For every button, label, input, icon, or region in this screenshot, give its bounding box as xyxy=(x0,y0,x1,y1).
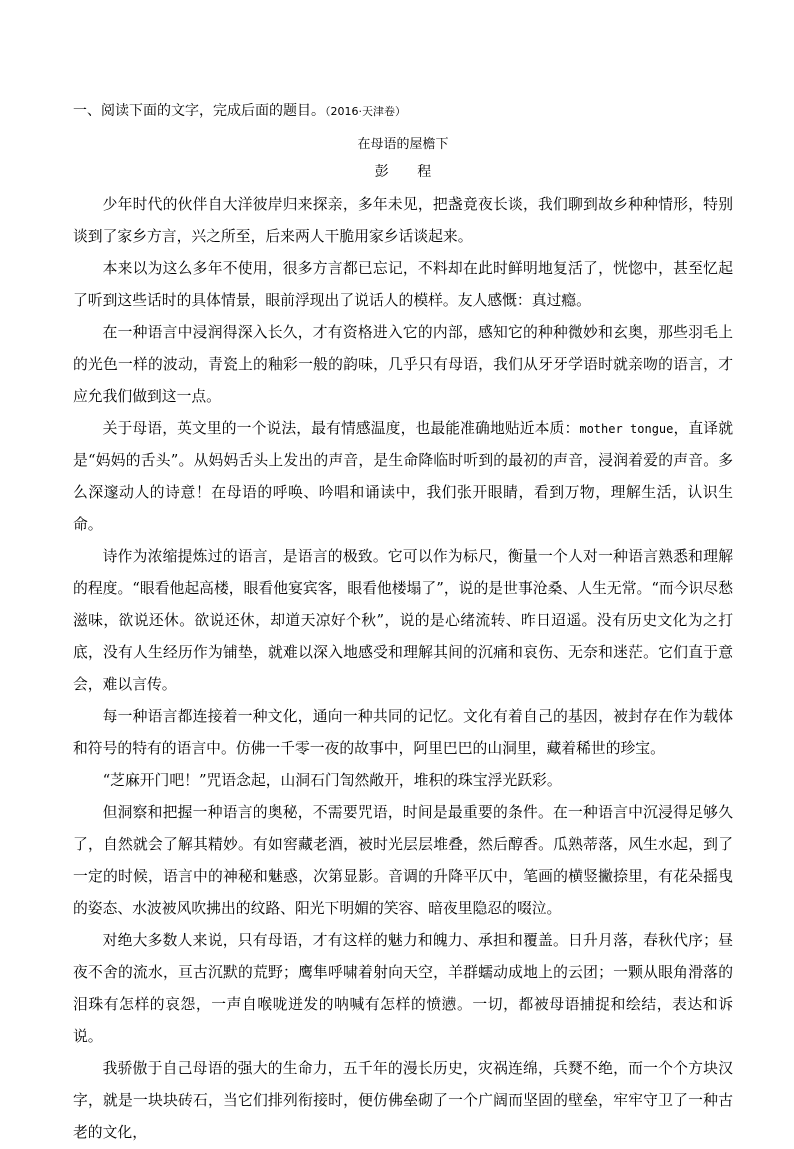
paragraph-text: 关于母语，英文里的一个说法，最有情感温度，也最能准确地贴近本质： xyxy=(102,420,580,437)
paragraph: 在一种语言中浸润得深入长久，才有资格进入它的内部，感知它的种种微妙和玄奥，那些羽毛上的光色一样的波动，青瓷上的釉彩一般的韵味，几乎只有母语，我们从牙牙学语时就亲吻的语言，才应允我们做到这一点。 xyxy=(73,324,733,405)
paragraph xyxy=(73,413,733,541)
paragraph: 但洞察和把握一种语言的奥秘，不需要咒语，时间是最重要的条件。在一种语言中沉浸得足够久了，自然就会了解其精妙。有如窖藏老酒，被时光层层堆叠，然后醇香。瓜熟蒂落，风生水起，到了一定的时候，语言中的神秘和魅惑，次第显影。音调的升降平仄中，笔画的横竖撇捺里，有花朵摇曳的姿态、水波被风吹拂出的纹路、阳光下明媚的笑容、暗夜里隐忍的啜泣。 xyxy=(73,804,733,917)
question-heading xyxy=(73,102,733,121)
paragraph: 本来以为这么多年不使用，很多方言都已忘记，不料却在此时鲜明地复活了，恍惚中，甚至忆起了听到这些话时的具体情景，眼前浮现出了说话人的模样。友人感慨：真过瘾。 xyxy=(73,260,733,309)
english-phrase: mother tongue xyxy=(579,422,674,436)
paragraph: 我骄傲于自己母语的强大的生命力，五千年的漫长历史，灾祸连绵，兵燹不绝，而一个个方块汉字，就是一块块砖石，当它们排列衔接时，便仿佛垒砌了一个广阔而坚固的壁垒，牢牢守卫了一种古老的文化， xyxy=(73,1060,733,1141)
paragraph: 少年时代的伙伴自大洋彼岸归来探亲，多年未见，把盏竟夜长谈，我们聊到故乡种种情形，特别谈到了家乡方言，兴之所至，后来两人干脆用家乡话谈起来。 xyxy=(73,196,733,245)
paragraph: 对绝大多数人来说，只有母语，才有这样的魅力和魄力、承担和覆盖。日升月落，春秋代序；昼夜不舍的流水，亘古沉默的荒野；鹰隼呼啸着射向天空，羊群蠕动成地上的云团；一颗从眼角滑落的泪珠有怎样的哀怨，一声自喉咙迸发的呐喊有怎样的愤懑。一切，都被母语捕捉和绘结，表达和诉说。 xyxy=(73,932,733,1045)
paragraph: “芝麻开门吧！”咒语念起，山洞石门訇然敞开，堆积的珠宝浮光跃彩。 xyxy=(102,772,562,789)
article-author: 彭 程 xyxy=(374,164,444,180)
paragraph: 诗作为浓缩提炼过的语言，是语言的极致。它可以作为标尺，衡量一个人对一种语言熟悉和理解的程度。“眼看他起高楼，眼看他宴宾客，眼看他楼塌了”，说的是世事沧桑、人生无常。“而今识尽愁滋味，欲说还休。欲说还休，却道天凉好个秋”，说的是心绪流转、昨日迢遥。没有历史文化为之打底，没有人生经历作为铺垫，就难以深入地感受和理解其间的沉痛和哀伤、无奈和迷茫。它们直于意会，难以言传。 xyxy=(73,548,733,693)
question-heading-text: 一、阅读下面的文字，完成后面的题目。 xyxy=(73,103,325,119)
question-source: （2016·天津卷） xyxy=(325,105,406,118)
paragraph-text: ，直译就是“妈妈的舌头”。从妈妈舌头上发出的声音，是生命降临时听到的最初的声音，浸润着爱的声音。多么深邃动人的诗意！在母语的呼唤、吟唱和诵读中，我们张开眼睛，看到万物，理解生活，认识生命。 xyxy=(73,420,733,533)
paragraph: 每一种语言都连接着一种文化，通向一种共同的记忆。文化有着自己的基因，被封存在作为载体和符号的特有的语言中。仿佛一千零一夜的故事中，阿里巴巴的山洞里，藏着稀世的珍宝。 xyxy=(73,708,733,757)
article-title: 在母语的屋檐下 xyxy=(357,137,449,152)
document-page xyxy=(73,102,733,1149)
